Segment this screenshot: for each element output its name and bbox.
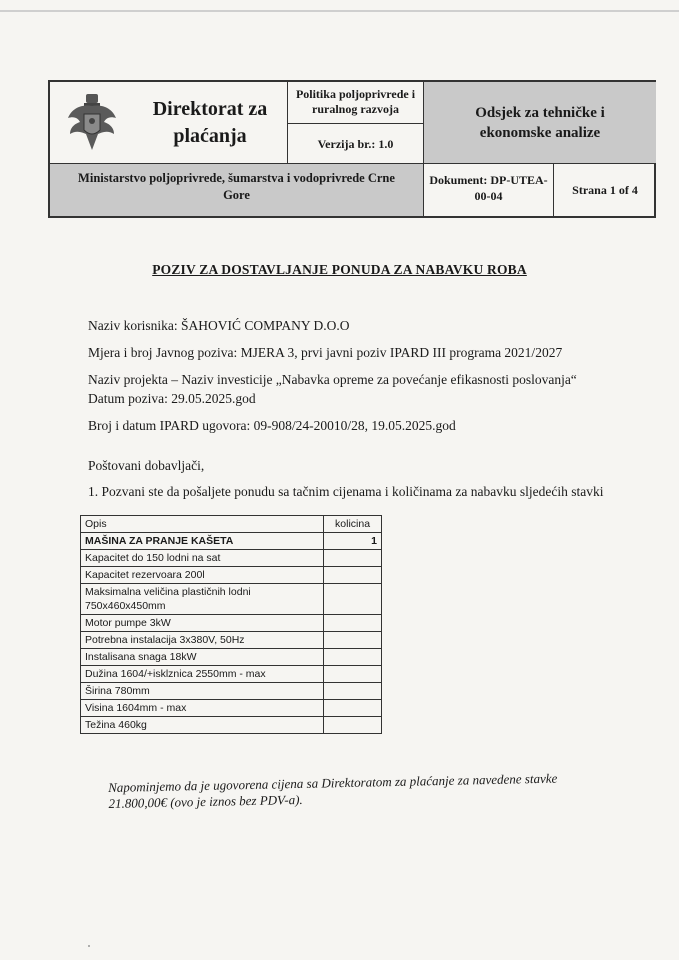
table-row [81,584,382,615]
policy-line2: ruralnog razvoja [312,102,399,116]
table-row [81,632,382,649]
spec-qty-cell [324,550,382,567]
coat-of-arms-icon [64,94,120,152]
policy-label [288,82,423,124]
spec-qty-cell [324,584,382,615]
document-header [48,80,656,218]
date-line: Datum poziva: 29.05.2025.god [88,391,256,406]
spec-cell: Širina 780mm [81,683,324,700]
policy-version-cell [288,82,424,164]
measure-line: Mjera i broj Javnog poziva: MJERA 3, prvi javni poziv IPARD III programa 2021/2027 [88,345,563,360]
spec-qty-cell [324,567,382,584]
page-number-cell: Strana 1 of 4 [572,183,638,197]
contract-line: Broj i datum IPARD ugovora: 09-908/24-20010/28, 19.05.2025.god [88,418,456,433]
directorate-cell [50,82,288,164]
spec-qty-cell [324,632,382,649]
spec-cell: Potrebna instalacija 3x380V, 50Hz [81,632,324,649]
spec-cell: Dužina 1604/+isklznica 2550mm - max [81,666,324,683]
spec-cell: Visina 1604mm - max [81,700,324,717]
ministry-line1: Ministarstvo poljoprivrede, šumarstva i vodoprivrede Crne [78,171,395,185]
greeting: Poštovani dobavljači, [88,458,205,473]
document-number-cell [424,164,554,216]
scan-speck [88,945,90,947]
table-row [81,550,382,567]
price-note-line1: Napominjemo da je ugovorena cijena sa Direktoratom za plaćanje za navedene stavke [108,770,558,795]
spec-cell: Instalisana snaga 18kW [81,649,324,666]
spec-qty-cell [324,649,382,666]
col-description-header: Opis [81,516,324,533]
spec-cell: Maksimalna veličina plastičnih lodni 750x460x450mm [81,584,324,615]
table-row [81,700,382,717]
product-name: MAŠINA ZA PRANJE KAŠETA [81,533,324,550]
page-edge-line [0,10,679,12]
project-line: Naziv projekta – Naziv investicije „Nabavka opreme za povećanje efikasnosti poslovanja“ [88,372,577,387]
price-note-line2: 21.800,00€ (ovo je iznos bez PDV-a). [108,791,303,811]
product-quantity: 1 [324,533,382,550]
table-row [81,649,382,666]
col-quantity-header: kolicina [324,516,382,533]
ministry-cell [50,164,424,216]
directorate-name [140,96,280,150]
document-title: POZIV ZA DOSTAVLJANJE PONUDA ZA NABAVKU ROBA [152,262,527,277]
spec-qty-cell [324,683,382,700]
policy-line1: Politika poljoprivrede i [295,87,416,101]
spec-qty-cell [324,717,382,734]
spec-qty-cell [324,666,382,683]
table-row [81,666,382,683]
document-line2: 00-04 [474,189,503,203]
table-row [81,683,382,700]
spec-qty-cell [324,615,382,632]
spec-cell: Kapacitet rezervoara 200l [81,567,324,584]
spec-cell: Kapacitet do 150 lodni na sat [81,550,324,567]
department-line2: ekonomske analize [479,125,601,141]
document-line1: Dokument: DP-UTEA- [429,173,548,187]
spec-qty-cell [324,700,382,717]
spec-cell: Težina 460kg [81,717,324,734]
department-line1: Odsjek za tehničke i [475,105,605,121]
table-header-row [81,516,382,533]
items-table [80,515,382,734]
spec-cell: Motor pumpe 3kW [81,615,324,632]
table-row [81,717,382,734]
beneficiary-line: Naziv korisnika: ŠAHOVIĆ COMPANY D.O.O [88,318,350,333]
table-row [81,567,382,584]
intro-paragraph: 1. Pozvani ste da pošaljete ponudu sa tačnim cijenama i količinama za nabavku sljedećih stavki [88,484,604,499]
price-note [108,770,579,812]
product-row [81,533,382,550]
directorate-name-line2: plaćanja [173,125,247,147]
table-row [81,615,382,632]
ministry-line2: Gore [223,188,250,202]
version-label: Verzija br.: 1.0 [317,137,394,151]
directorate-name-line1: Direktorat za [152,98,268,120]
department-cell [424,82,656,164]
